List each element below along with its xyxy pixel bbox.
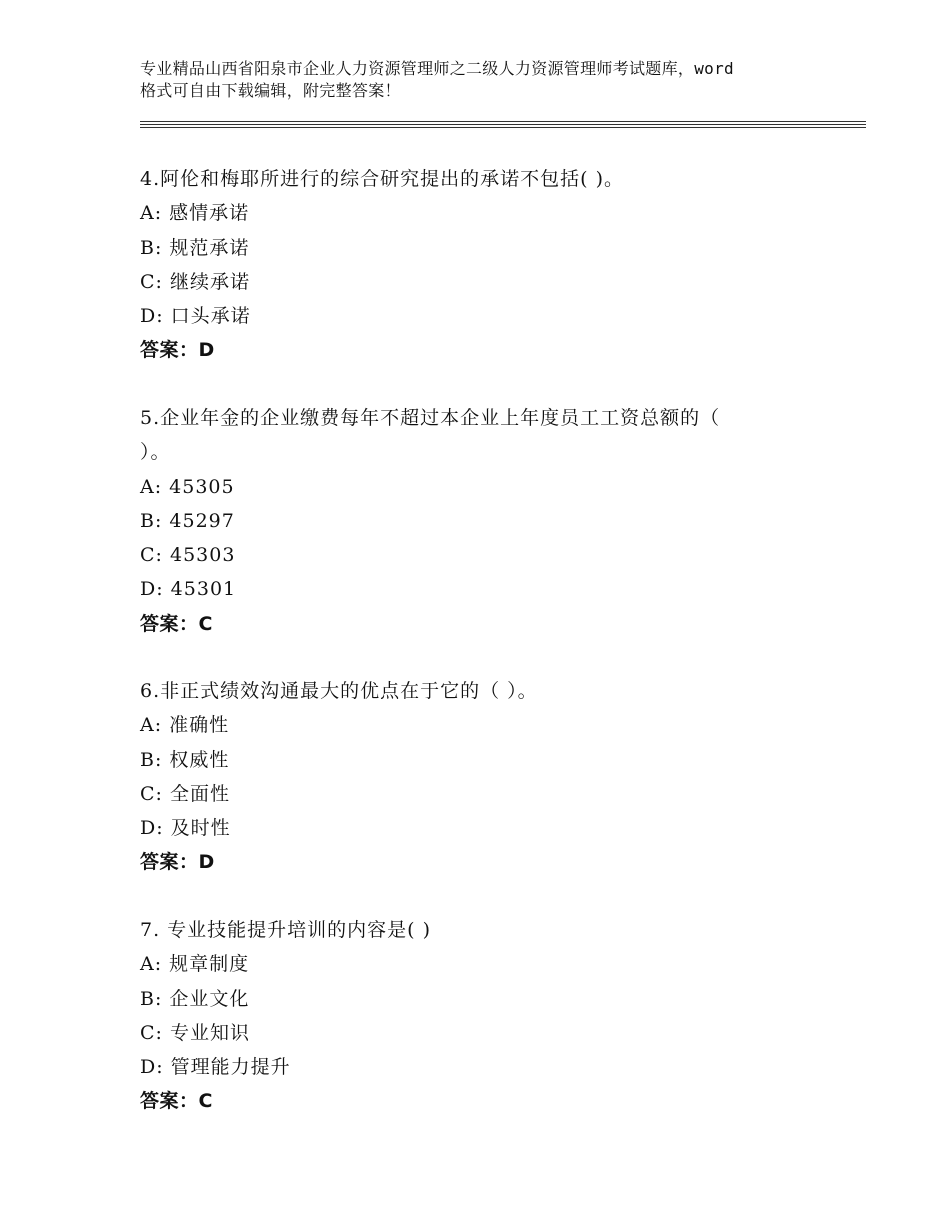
option-c: C: 全面性 <box>140 782 230 805</box>
question-stem: 4.阿伦和梅耶所进行的综合研究提出的承诺不包括( )。 <box>140 168 624 190</box>
question-stem: 6.非正式绩效沟通最大的优点在于它的（ ）。 <box>140 680 538 702</box>
option-d: D: 管理能力提升 <box>140 1056 291 1079</box>
question-stem: 7. 专业技能提升培训的内容是( ) <box>140 919 432 941</box>
option-a: A: 规章制度 <box>140 953 250 976</box>
document-header <box>140 58 830 102</box>
option-a: A: 感情承诺 <box>140 202 250 225</box>
answer-key: 答案：C <box>140 1090 213 1113</box>
header-divider <box>140 127 866 128</box>
option-b: B: 规范承诺 <box>140 236 250 259</box>
answer-key: 答案：D <box>140 851 215 874</box>
option-a: A: 准确性 <box>140 714 230 737</box>
option-a: A: 45305 <box>140 475 235 498</box>
question-block <box>140 401 840 641</box>
question-block <box>140 162 840 368</box>
answer-key: 答案：C <box>140 612 213 635</box>
option-c: C: 专业知识 <box>140 1021 250 1044</box>
option-b: B: 权威性 <box>140 748 230 771</box>
question-block <box>140 913 840 1119</box>
option-d: D: 及时性 <box>140 817 231 840</box>
header-line-1: 专业精品山西省阳泉市企业人力资源管理师之二级人力资源管理师考试题库，word <box>140 59 734 78</box>
option-b: B: 企业文化 <box>140 987 250 1010</box>
answer-key: 答案：D <box>140 339 215 362</box>
question-block <box>140 674 840 880</box>
option-c: C: 45303 <box>140 544 236 567</box>
header-divider <box>140 124 866 125</box>
header-line-2: 格式可自由下载编辑，附完整答案！ <box>140 81 401 100</box>
option-d: D: 45301 <box>140 578 237 601</box>
question-stem-continued: ）。 <box>140 441 171 464</box>
option-b: B: 45297 <box>140 509 235 532</box>
option-d: D: 口头承诺 <box>140 305 251 328</box>
question-stem: 5.企业年金的企业缴费每年不超过本企业上年度员工工资总额的（ <box>140 407 721 429</box>
option-c: C: 继续承诺 <box>140 270 250 293</box>
header-divider <box>140 121 866 122</box>
